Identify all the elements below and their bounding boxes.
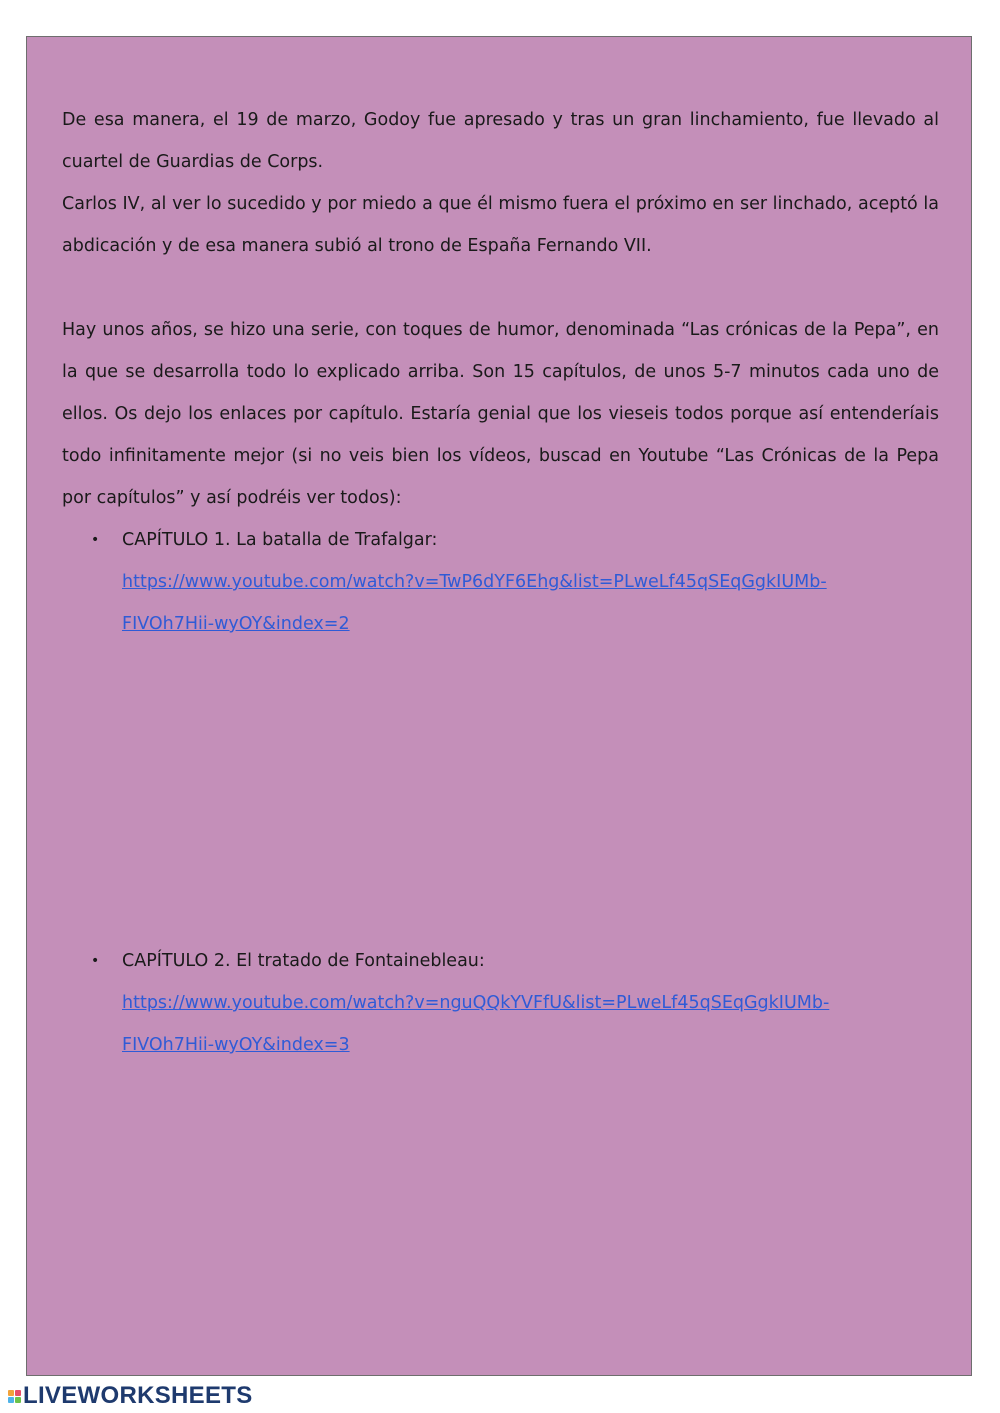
chapter-item-1 — [62, 519, 939, 645]
logo-icon — [8, 1390, 21, 1403]
paragraph-carlos-iv: Carlos IV, al ver lo sucedido y por miedo a que él mismo fuera el próximo en ser linchado, aceptó la abdicación y de esa manera subió al trono de España Fernando VII. — [62, 194, 939, 256]
chapter-link-1-line2[interactable]: FIVOh7Hii-wyOY&index=2 — [122, 614, 350, 634]
worksheet-content — [62, 99, 939, 1066]
logo-text: LIVEWORKSHEETS — [23, 1382, 253, 1409]
chapter-title-2: CAPÍTULO 2. El tratado de Fontainebleau: — [122, 951, 485, 971]
chapter-title-1: CAPÍTULO 1. La batalla de Trafalgar: — [122, 530, 438, 550]
paragraph-godoy: De esa manera, el 19 de marzo, Godoy fue apresado y tras un gran linchamiento, fue llevado al cuartel de Guardias de Corps. — [62, 110, 939, 172]
chapter-link-2-line2[interactable]: FIVOh7Hii-wyOY&index=3 — [122, 1035, 350, 1055]
chapter-link-2[interactable] — [122, 982, 939, 1066]
spacer — [62, 267, 939, 309]
chapter-list — [62, 519, 939, 1066]
bullet-icon: • — [91, 953, 100, 969]
bullet-icon: • — [91, 532, 100, 548]
worksheet-page — [26, 36, 972, 1376]
liveworksheets-logo[interactable] — [8, 1383, 253, 1409]
chapter-item-2 — [62, 940, 939, 1066]
chapter-link-1[interactable] — [122, 561, 939, 645]
chapter-link-2-line1[interactable]: https://www.youtube.com/watch?v=nguQQkYVFfU&list=PLweLf45qSEqGgkIUMb- — [122, 993, 830, 1013]
paragraph-series: Hay unos años, se hizo una serie, con toques de humor, denominada “Las crónicas de la Pepa”, en la que se desarrolla todo lo explicado arriba. Son 15 capítulos, de unos 5-7 minutos cada uno de ellos. Os dejo los enlaces por capítulo. Estaría genial que los vieseis todos porque así entenderíais todo infinitamente mejor (si no veis bien los vídeos, buscad en Youtube “Las Crónicas de la Pepa por capítulos” y así podréis ver todos): — [62, 320, 939, 508]
chapter-link-1-line1[interactable]: https://www.youtube.com/watch?v=TwP6dYF6Ehg&list=PLweLf45qSEqGgkIUMb- — [122, 572, 827, 592]
